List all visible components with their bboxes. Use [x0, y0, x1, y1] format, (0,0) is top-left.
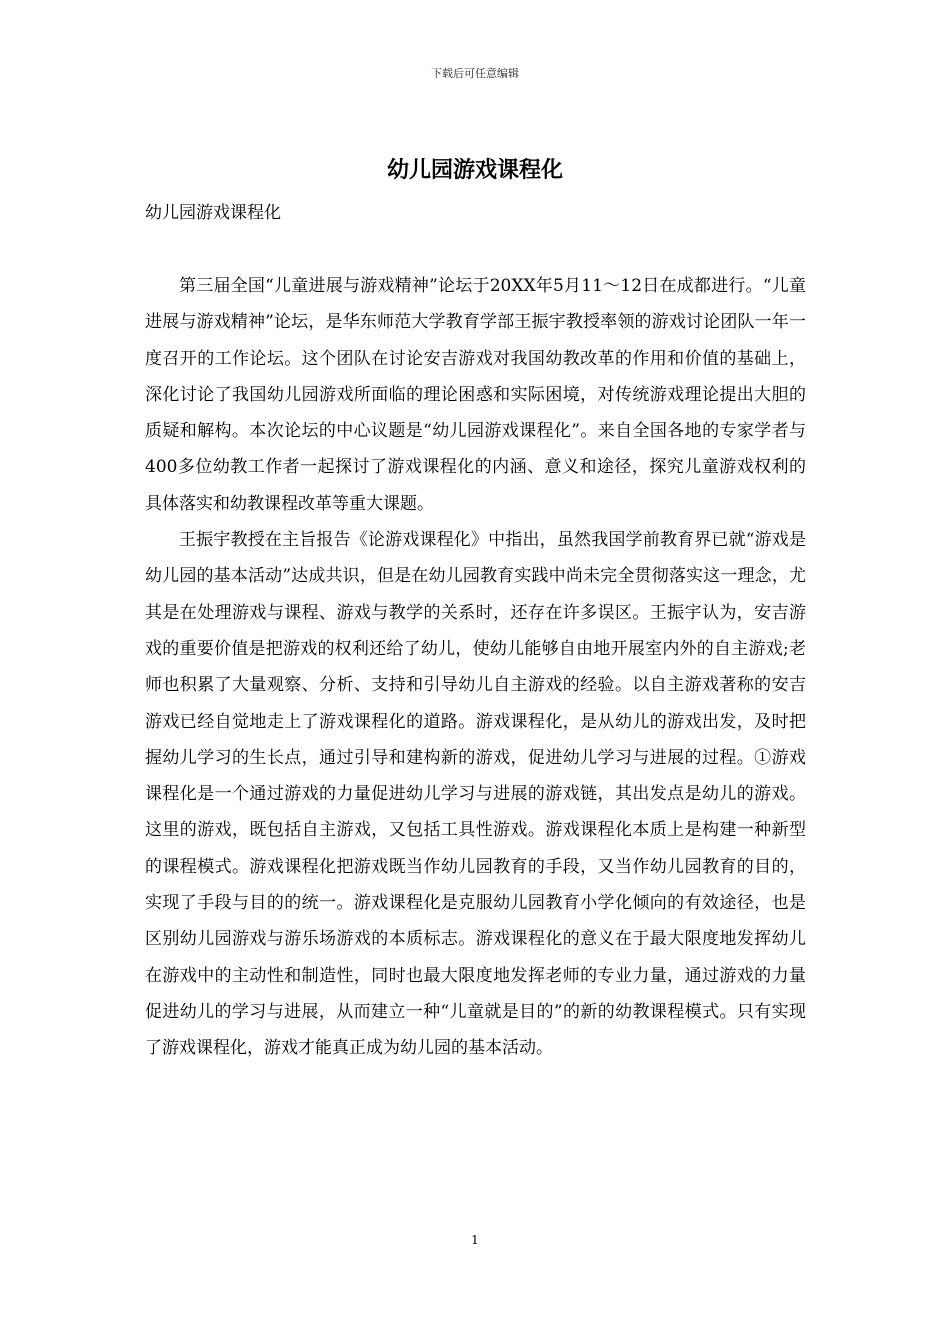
page-number: 1 — [471, 1233, 479, 1247]
document-body — [145, 268, 806, 1067]
header-note: 下载后可任意编辑 — [431, 67, 519, 80]
document-subtitle: 幼儿园游戏课程化 — [145, 203, 281, 223]
paragraph: 第三届全国“儿童进展与游戏精神”论坛于20XX年5月11～12日在成都进行。“儿童进展与游戏精神”论坛，是华东师范大学教育学部王振宇教授率领的游戏讨论团队一年一度召开的工作论坛。这个团队在讨论安吉游戏对我国幼教改革的作用和价值的基础上，深化讨论了我国幼儿园游戏所面临的理论困惑和实际困境，对传统游戏理论提出大胆的质疑和解构。本次论坛的中心议题是“幼儿园游戏课程化”。来自全国各地的专家学者与400多位幼教工作者一起探讨了游戏课程化的内涵、意义和途径，探究儿童游戏权利的具体落实和幼教课程改革等重大课题。 — [145, 276, 806, 514]
document-title: 幼儿园游戏课程化 — [386, 157, 563, 183]
paragraph: 王振宇教授在主旨报告《论游戏课程化》中指出，虽然我国学前教育界已就“游戏是幼儿园的基本活动”达成共识，但是在幼儿园教育实践中尚未完全贯彻落实这一理念，尤其是在处理游戏与课程、游戏与教学的关系时，还存在许多误区。王振宇认为，安吉游戏的重要价值是把游戏的权利还给了幼儿，使幼儿能够自由地开展室内外的自主游戏;老师也积累了大量观察、分析、支持和引导幼儿自主游戏的经验。以自主游戏著称的安吉游戏已经自觉地走上了游戏课程化的道路。游戏课程化，是从幼儿的游戏出发，及时把握幼儿学习的生长点，通过引导和建构新的游戏，促进幼儿学习与进展的过程。①游戏课程化是一个通过游戏的力量促进幼儿学习与进展的游戏链，其出发点是幼儿的游戏。这里的游戏，既包括自主游戏，又包括工具性游戏。游戏课程化本质上是构建一种新型的课程模式。游戏课程化把游戏既当作幼儿园教育的手段，又当作幼儿园教育的目的，实现了手段与目的的统一。游戏课程化是克服幼儿园教育小学化倾向的有效途径，也是区别幼儿园游戏与游乐场游戏的本质标志。游戏课程化的意义在于最大限度地发挥幼儿在游戏中的主动性和制造性，同时也最大限度地发挥老师的专业力量，通过游戏的力量促进幼儿的学习与进展，从而建立一种“儿童就是目的”的新的幼教课程模式。只有实现了游戏课程化，游戏才能真正成为幼儿园的基本活动。 — [145, 530, 806, 1059]
